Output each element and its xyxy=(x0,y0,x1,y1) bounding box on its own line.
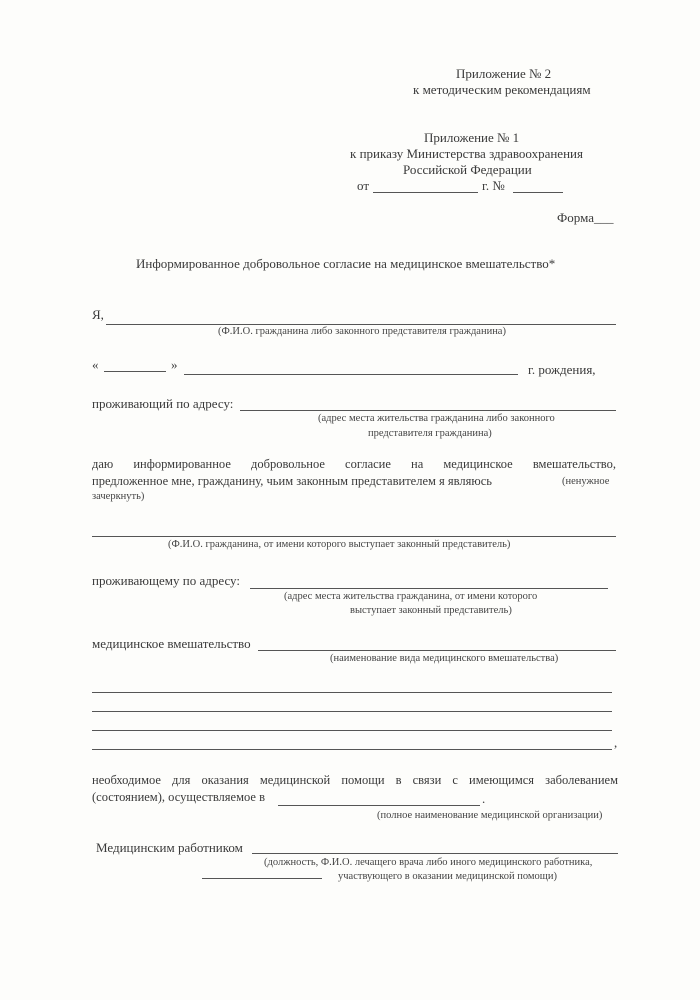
worker-caption-1: (должность, Ф.И.О. лечащего врача либо иного медицинского работника, xyxy=(264,857,593,868)
residing-address-line[interactable] xyxy=(240,410,616,411)
intervention-extra-line-2[interactable] xyxy=(92,711,612,712)
necessary-line-1: необходимое для оказания медицинской помощи в связи с имеющимся заболеванием xyxy=(92,773,618,787)
quote-open: « xyxy=(92,357,99,372)
worker-line[interactable] xyxy=(252,853,618,854)
residing2-label: проживающему по адресу: xyxy=(92,573,241,588)
residing2-address-line[interactable] xyxy=(250,588,608,589)
number-blank-line[interactable] xyxy=(513,192,563,193)
intervention-label: медицинское вмешательство xyxy=(92,636,251,651)
appendix2-subtitle: к методическим рекомендациям xyxy=(413,82,591,97)
necessary-line-2: (состоянием), осуществляемое в xyxy=(92,790,265,804)
consent-note-2: зачеркнуть) xyxy=(92,491,145,502)
date-blank-line[interactable] xyxy=(373,192,478,193)
birth-year-label: г. рождения, xyxy=(528,362,596,377)
organization-caption: (полное наименование медицинской организации) xyxy=(377,810,603,821)
date-from-label: от xyxy=(357,178,370,193)
fullname-caption: (Ф.И.О. гражданина либо законного представителя гражданина) xyxy=(218,326,506,337)
i-label: Я, xyxy=(92,307,104,322)
intervention-extra-line-3[interactable] xyxy=(92,730,612,731)
worker-label: Медицинским работником xyxy=(96,840,243,855)
birth-month-line[interactable] xyxy=(184,374,518,375)
appendix1-title: Приложение № 1 xyxy=(424,130,520,145)
represented-name-line[interactable] xyxy=(92,536,616,537)
residing2-caption-1: (адрес места жительства гражданина, от имени которого xyxy=(284,591,538,602)
fullname-line[interactable] xyxy=(106,324,616,325)
consent-line-1: даю информированное добровольное согласие на медицинское вмешательство, xyxy=(92,457,616,471)
worker-signature-line[interactable] xyxy=(202,878,322,879)
residing-caption-1: (адрес места жительства гражданина либо законного xyxy=(318,413,555,424)
document-title: Информированное добровольное согласие на медицинское вмешательство* xyxy=(136,256,556,271)
intervention-extra-line-4[interactable] xyxy=(92,749,612,750)
intervention-extra-line-1[interactable] xyxy=(92,692,612,693)
intervention-comma: , xyxy=(614,735,618,750)
quote-close: » xyxy=(171,357,178,372)
residing2-caption-2: выступает законный представитель) xyxy=(350,605,512,616)
organization-period: . xyxy=(482,791,486,806)
appendix1-subtitle-2: Российской Федерации xyxy=(403,162,532,177)
birth-day-line[interactable] xyxy=(104,371,166,372)
organization-line[interactable] xyxy=(278,805,480,806)
appendix2-title: Приложение № 2 xyxy=(456,66,552,81)
worker-caption-2: участвующего в оказании медицинской помощи) xyxy=(338,871,557,882)
represented-caption: (Ф.И.О. гражданина, от имени которого выступает законный представитель) xyxy=(168,539,511,550)
residing-label: проживающий по адресу: xyxy=(92,396,234,411)
intervention-caption: (наименование вида медицинского вмешательства) xyxy=(330,653,559,664)
consent-line-2: предложенное мне, гражданину, чьим законным представителем я являюсь xyxy=(92,474,492,488)
intervention-line[interactable] xyxy=(258,650,616,651)
number-label: г. № xyxy=(482,178,505,193)
appendix1-subtitle-1: к приказу Министерства здравоохранения xyxy=(350,146,583,161)
form-label: Форма___ xyxy=(557,210,614,225)
residing-caption-2: представителя гражданина) xyxy=(368,428,492,439)
consent-note-1: (ненужное xyxy=(562,476,610,487)
